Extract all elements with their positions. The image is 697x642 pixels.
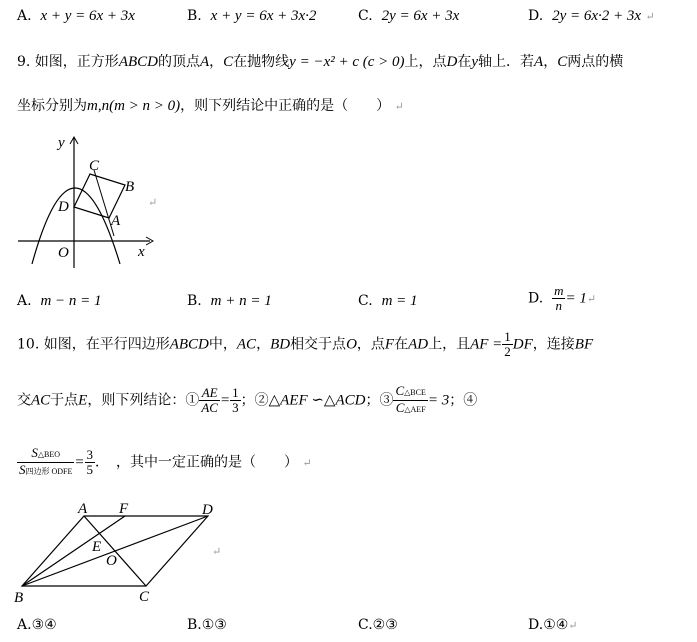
q9-stem-line1: 9. 如图，正方形ABCD的顶点A，C在抛物线y = −x² + c (c > 0)上，点D在y轴上．若A，C两点的横 bbox=[17, 54, 624, 70]
diagonal-bd bbox=[22, 516, 208, 586]
label-d: D bbox=[58, 199, 69, 215]
q10-option-a: A.③④ bbox=[17, 617, 57, 633]
label-b: B bbox=[14, 590, 24, 604]
return-mark-icon: ↵ bbox=[148, 196, 158, 209]
label-c: C bbox=[139, 589, 150, 604]
q10-stem-line1: 10. 如图，在平行四边形ABCD中，AC，BD相交于点O，点F在AD上，且AF = $\frac{1}{2}$ DF，连接BF bbox=[17, 329, 594, 359]
q8-option-b: B. x + y = 6x + 3x·2 bbox=[187, 8, 317, 24]
label-e: E bbox=[92, 539, 102, 555]
parabola-curve bbox=[32, 188, 120, 264]
q10-option-b: B.①③ bbox=[187, 617, 227, 633]
return-mark-icon: ↵ bbox=[212, 545, 222, 558]
q10-stem-line2: 交AC于点E，则下列结论：① $\frac{AE}{AC}$ = $\frac{1}{3}$ ；②△AEF ∽△ACD；③ $\frac{\text{C△BCE}}{\text{C△AEF}}$ = 3；④ bbox=[17, 383, 478, 415]
return-mark-icon: ↵ bbox=[394, 100, 404, 113]
q10-stem-line3: $\frac{\text{S△BEO}}{\text{S四边形 ODFE}}$ = $\frac{3}{5}$ ． ，其中一定正确的是（ ） ↵ bbox=[19, 445, 312, 477]
label-c: C bbox=[89, 158, 100, 174]
q8-option-c: C. 2y = 6x + 3x bbox=[358, 8, 460, 24]
q9-option-b: B. m + n = 1 bbox=[187, 293, 272, 309]
label-a: A bbox=[111, 213, 121, 229]
q8-option-d: D. 2y = 6x·2 + 3x ↵ bbox=[528, 8, 655, 24]
label-x: x bbox=[138, 244, 145, 260]
label-y: y bbox=[58, 135, 65, 151]
label-a: A bbox=[78, 501, 88, 517]
q10-option-d: D.①④↵ bbox=[528, 617, 578, 633]
q9-option-c: C. m = 1 bbox=[358, 293, 418, 309]
label-f: F bbox=[119, 501, 129, 517]
q9-option-a: A. m − n = 1 bbox=[17, 293, 102, 309]
q9-parabola-formula: y = −x² + c (c > 0) bbox=[289, 54, 405, 70]
label-b: B bbox=[125, 179, 135, 195]
q10-option-c: C.②③ bbox=[358, 617, 398, 633]
q9-figure-parabola-square bbox=[10, 130, 160, 270]
conclusion-3-fraction: $\frac{\text{C△BCE}}{\text{C△AEF}}$ bbox=[395, 383, 426, 415]
return-mark-icon: ↵ bbox=[586, 292, 597, 306]
return-mark-icon: ↵ bbox=[645, 10, 655, 23]
label-o: O bbox=[106, 553, 117, 569]
conclusion-1-fraction: $\frac{AE}{AC}$ bbox=[201, 385, 218, 415]
return-mark-icon: ↵ bbox=[568, 619, 578, 632]
label-d: D bbox=[202, 502, 213, 518]
q10-figure-parallelogram bbox=[8, 498, 223, 604]
return-mark-icon: ↵ bbox=[302, 456, 312, 470]
label-o: O bbox=[58, 245, 69, 261]
conclusion-4-fraction: $\frac{\text{S△BEO}}{\text{S四边形 ODFE}}$ bbox=[19, 445, 73, 477]
q9-option-d: D. $\frac{m}{n}$ = 1↵ bbox=[528, 283, 597, 313]
segment-bf bbox=[22, 516, 125, 586]
q8-option-a: A. x + y = 6x + 3x bbox=[17, 8, 135, 24]
q9-stem-line2: 坐标分别为m,n(m > n > 0)，则下列结论中正确的是（ ） ↵ bbox=[17, 98, 404, 114]
